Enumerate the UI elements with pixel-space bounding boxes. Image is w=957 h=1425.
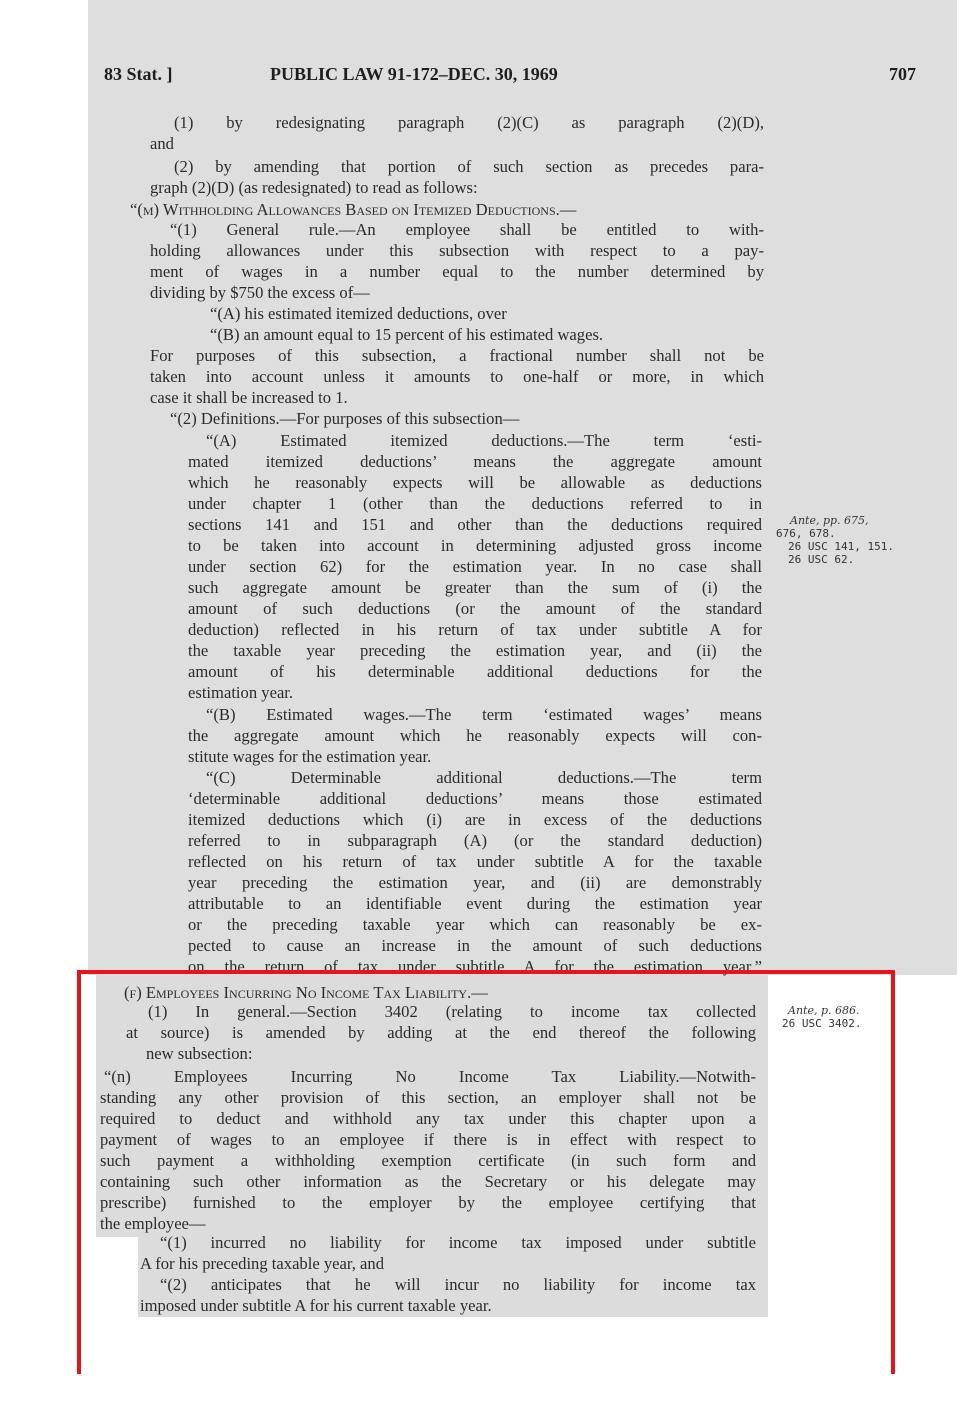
statute-reference: 83 Stat. ] xyxy=(104,64,173,84)
highlight-box xyxy=(77,970,895,1374)
text-line: payment of wages to an employee if there is in effect with respect to xyxy=(100,1130,756,1149)
text-line: amount of his determinable additional deductions for the xyxy=(188,662,762,681)
text-line: such payment a withholding exemption certificate (in such form and xyxy=(100,1151,756,1170)
text-line: prescribe) furnished to the employer by the employee certifying that xyxy=(100,1193,756,1212)
page-title: PUBLIC LAW 91-172–DEC. 30, 1969 xyxy=(270,64,558,84)
margin-note-line: Ante, p. 686. xyxy=(788,1004,860,1017)
text-line: sections 141 and 151 and other than the deductions required xyxy=(188,515,762,534)
text-line: A for his preceding taxable year, and xyxy=(140,1254,384,1273)
text-line: the employee— xyxy=(100,1214,206,1233)
page-number: 707 xyxy=(889,64,916,84)
text-line: which he reasonably expects will be allowable as deductions xyxy=(188,473,762,492)
text-line: “(m) Withholding Allowances Based on Itemized Deductions.— xyxy=(130,200,577,219)
text-line: ment of wages in a number equal to the number determined by xyxy=(150,262,764,281)
text-line: “(1) incurred no liability for income tax imposed under subtitle xyxy=(160,1233,756,1252)
text-line: holding allowances under this subsection with respect to a pay- xyxy=(150,241,764,260)
text-line: mated itemized deductions’ means the aggregate amount xyxy=(188,452,762,471)
text-line: graph (2)(D) (as redesignated) to read as follows: xyxy=(150,178,478,197)
text-line: “(2) anticipates that he will incur no liability for income tax xyxy=(160,1275,756,1294)
text-line: new subsection: xyxy=(146,1044,253,1063)
text-line: (2) by amending that portion of such section as precedes para- xyxy=(174,157,764,176)
text-line: on the return of tax under subtitle A for the estimation year.” xyxy=(188,957,762,976)
text-line: pected to cause an increase in the amount of such deductions xyxy=(188,936,762,955)
text-line: at source) is amended by adding at the end thereof the following xyxy=(126,1023,756,1042)
margin-note-line: 676, 678. xyxy=(776,527,836,540)
text-line: “(B) Estimated wages.—The term ‘estimated wages’ means xyxy=(206,705,762,724)
text-line: imposed under subtitle A for his current taxable year. xyxy=(140,1296,492,1315)
text-line: estimation year. xyxy=(188,683,294,702)
text-line: “(B) an amount equal to 15 percent of his estimated wages. xyxy=(210,325,604,344)
margin-note-line: 26 USC 141, 151. xyxy=(788,540,894,553)
section-heading: (f) Employees Incurring No Income Tax Liability.— xyxy=(124,983,488,1002)
text-line: to be taken into account in determining adjusted gross income xyxy=(188,536,762,555)
text-line: under section 62) for the estimation year. In no case shall xyxy=(188,557,762,576)
text-line: the aggregate amount which he reasonably expects will con- xyxy=(188,726,762,745)
text-line: reflected on his return of tax under subtitle A for the taxable xyxy=(188,852,762,871)
margin-note-line: 26 USC 62. xyxy=(788,553,855,566)
page-header xyxy=(104,64,916,90)
text-line: amount of such deductions (or the amount of the standard xyxy=(188,599,762,618)
text-line: dividing by $750 the excess of— xyxy=(150,283,370,302)
text-line: “(C) Determinable additional deductions.—The term xyxy=(206,768,762,787)
text-line: ‘determinable additional deductions’ means those estimated xyxy=(188,789,762,808)
margin-note-line: Ante, pp. 675, xyxy=(790,514,869,527)
text-line: under chapter 1 (other than the deductions referred to in xyxy=(188,494,762,513)
text-line: and xyxy=(150,134,174,153)
margin-note-1 xyxy=(776,514,894,566)
text-line: such aggregate amount be greater than the sum of (i) the xyxy=(188,578,762,597)
text-line: stitute wages for the estimation year. xyxy=(188,747,432,766)
text-line: standing any other provision of this section, an employer shall not be xyxy=(100,1088,756,1107)
text-line: deduction) reflected in his return of tax under subtitle A for xyxy=(188,620,762,639)
text-line: “(A) Estimated itemized deductions.—The term ‘esti- xyxy=(206,431,762,450)
text-line: For purposes of this subsection, a fractional number shall not be xyxy=(150,346,764,365)
text-line: the taxable year preceding the estimation year, and (ii) the xyxy=(188,641,762,660)
text-line: “(A) his estimated itemized deductions, over xyxy=(210,304,507,323)
text-line: “(2) Definitions.—For purposes of this subsection— xyxy=(170,409,520,428)
text-line: attributable to an identifiable event during the estimation year xyxy=(188,894,762,913)
text-line: year preceding the estimation year, and (ii) are demonstrably xyxy=(188,873,762,892)
text-line: (1) by redesignating paragraph (2)(C) as paragraph (2)(D), xyxy=(174,113,764,132)
text-line: itemized deductions which (i) are in excess of the deductions xyxy=(188,810,762,829)
text-line: referred to in subparagraph (A) (or the standard deduction) xyxy=(188,831,762,850)
margin-note-line: 26 USC 3402. xyxy=(782,1017,862,1030)
text-line: or the preceding taxable year which can reasonably be ex- xyxy=(188,915,762,934)
text-line: required to deduct and withhold any tax under this chapter upon a xyxy=(100,1109,756,1128)
text-line: containing such other information as the Secretary or his delegate may xyxy=(100,1172,756,1191)
text-line: (1) In general.—Section 3402 (relating to income tax collected xyxy=(148,1002,756,1021)
text-line: “(n) Employees Incurring No Income Tax Liability.—Notwith- xyxy=(104,1067,756,1086)
text-line: case it shall be increased to 1. xyxy=(150,388,348,407)
text-line: taken into account unless it amounts to one-half or more, in which xyxy=(150,367,764,386)
text-line: “(1) General rule.—An employee shall be entitled to with- xyxy=(170,220,764,239)
